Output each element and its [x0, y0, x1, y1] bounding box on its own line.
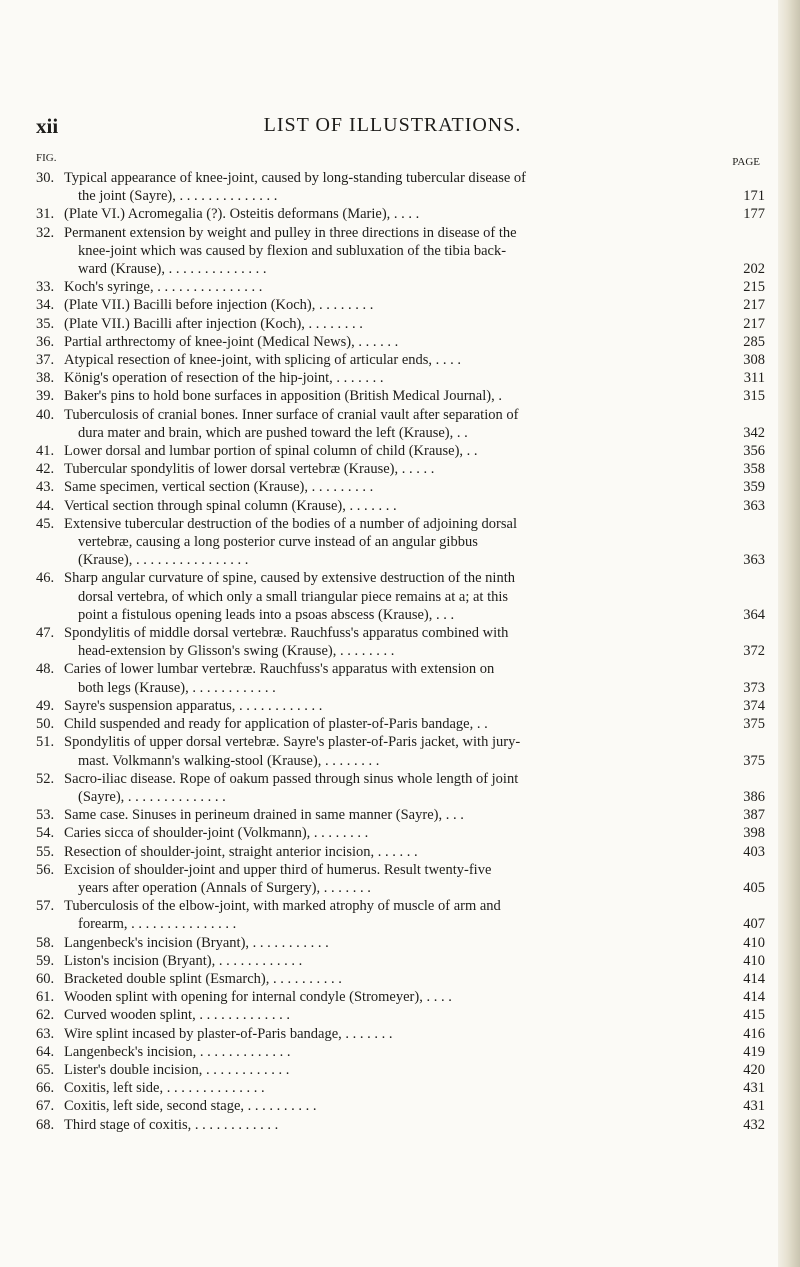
page-number: 342: [743, 424, 765, 441]
caption-line: dura mater and brain, which are pushed toward the left (Krause), . .: [78, 424, 468, 441]
list-item: [20, 569, 765, 624]
caption-line: Caries of lower lumbar vertebræ. Rauchfuss's apparatus with extension on: [64, 661, 495, 678]
caption-line: vertebræ, causing a long posterior curve instead of an angular gibbus: [78, 534, 478, 551]
list-item: [20, 733, 765, 769]
page-number: 202: [743, 261, 765, 278]
figure-number: 30.: [36, 170, 55, 186]
caption-line: dorsal vertebra, of which only a small triangular piece remains at a; at this: [78, 588, 509, 605]
caption-line: Wire splint incased by plaster-of-Paris bandage, . . . . . . .: [64, 1025, 393, 1042]
figure-number: 52.: [36, 770, 55, 787]
figure-number: 59.: [36, 952, 55, 969]
figure-caption: [20, 824, 765, 842]
page-number: 215: [743, 279, 765, 296]
caption-line: Bracketed double splint (Esmarch), . . . . . . . . . .: [64, 970, 342, 987]
figure-caption: [20, 1043, 765, 1061]
figure-number: 68.: [36, 1116, 55, 1133]
caption-line: ward (Krause), . . . . . . . . . . . . . .: [78, 261, 267, 278]
list-item: [20, 897, 765, 933]
figure-caption: [20, 205, 765, 223]
figure-number: 57.: [36, 898, 55, 915]
figure-caption: [20, 169, 765, 205]
figure-number: 45.: [36, 515, 55, 532]
page-number: 405: [743, 879, 765, 896]
page-number: 364: [743, 606, 765, 623]
figure-caption: [20, 224, 765, 279]
figure-caption: [20, 296, 765, 314]
caption-line: (Krause), . . . . . . . . . . . . . . . .: [78, 552, 249, 569]
figure-caption: [20, 460, 765, 478]
figure-caption: [20, 387, 765, 405]
page-number: 375: [743, 752, 765, 769]
page-number: 285: [743, 333, 765, 350]
caption-line: Partial arthrectomy of knee-joint (Medical News), . . . . . .: [64, 333, 399, 350]
caption-line: mast. Volkmann's walking-stool (Krause), . . . . . . . .: [78, 752, 380, 769]
list-item: [20, 970, 765, 988]
figure-number: 41.: [36, 443, 55, 460]
figure-number: 67.: [36, 1098, 55, 1115]
caption-line: Coxitis, left side, . . . . . . . . . . . . . .: [64, 1080, 265, 1097]
list-item: [20, 224, 765, 279]
figure-caption: [20, 497, 765, 515]
list-item: [20, 478, 765, 496]
list-item: [20, 278, 765, 296]
figure-number: 47.: [36, 625, 55, 642]
figure-caption: [20, 988, 765, 1006]
page-number: 359: [743, 479, 765, 496]
list-item: [20, 861, 765, 897]
figure-caption: [20, 351, 765, 369]
figure-number: 49.: [36, 697, 55, 714]
page-number: 387: [743, 807, 765, 824]
fig-column-label: FIG.: [36, 152, 57, 164]
caption-line: Spondylitis of upper dorsal vertebræ. Sayre's plaster-of-Paris jacket, with jury-: [64, 734, 521, 751]
figure-number: 55.: [36, 843, 55, 860]
page-number: 398: [743, 825, 765, 842]
caption-line: (Plate VII.) Bacilli after injection (Koch), . . . . . . . .: [64, 315, 363, 332]
figure-number: 51.: [36, 734, 55, 751]
list-item: [20, 315, 765, 333]
caption-line: Vertical section through spinal column (Krause), . . . . . . .: [64, 497, 397, 514]
page-number: 415: [743, 1007, 765, 1024]
page-number: 171: [743, 188, 765, 205]
figure-number: 54.: [36, 825, 55, 842]
caption-line: Typical appearance of knee-joint, caused by long-standing tubercular disease of: [64, 170, 526, 186]
illustrations-list: [20, 169, 765, 1134]
caption-line: Koch's syringe, . . . . . . . . . . . . . . .: [64, 279, 263, 296]
list-item: [20, 296, 765, 314]
figure-caption: [20, 515, 765, 570]
caption-line: the joint (Sayre), . . . . . . . . . . . . . .: [78, 188, 278, 205]
list-item: [20, 205, 765, 223]
list-item: [20, 988, 765, 1006]
caption-line: Tuberculosis of cranial bones. Inner surface of cranial vault after separation of: [64, 406, 519, 423]
figure-caption: [20, 333, 765, 351]
caption-line: Langenbeck's incision, . . . . . . . . . . . . .: [64, 1043, 291, 1060]
figure-caption: [20, 733, 765, 769]
list-item: [20, 1079, 765, 1097]
caption-line: Permanent extension by weight and pulley in three directions in disease of the: [64, 224, 517, 241]
page-number: 315: [743, 388, 765, 405]
list-item: [20, 1061, 765, 1079]
page-number: 407: [743, 916, 765, 933]
figure-caption: [20, 697, 765, 715]
caption-line: knee-joint which was caused by flexion and subluxation of the tibia back-: [78, 242, 507, 259]
figure-number: 48.: [36, 661, 55, 678]
list-item: [20, 806, 765, 824]
figure-number: 61.: [36, 989, 55, 1006]
figure-number: 62.: [36, 1007, 55, 1024]
list-item: [20, 351, 765, 369]
page-number: 432: [743, 1116, 765, 1133]
caption-line: point a fistulous opening leads into a psoas abscess (Krause), . . .: [78, 606, 455, 623]
caption-line: Same specimen, vertical section (Krause), . . . . . . . . .: [64, 479, 374, 496]
caption-line: Third stage of coxitis, . . . . . . . . . . . .: [64, 1116, 279, 1133]
page-number: 177: [743, 206, 765, 223]
figure-caption: [20, 442, 765, 460]
list-item: [20, 406, 765, 442]
figure-caption: [20, 843, 765, 861]
page-number: 373: [743, 679, 765, 696]
caption-line: Caries sicca of shoulder-joint (Volkmann), . . . . . . . .: [64, 825, 369, 842]
figure-number: 34.: [36, 297, 55, 314]
caption-line: Lister's double incision, . . . . . . . . . . . .: [64, 1061, 290, 1078]
figure-caption: [20, 806, 765, 824]
list-item: [20, 715, 765, 733]
figure-caption: [20, 569, 765, 624]
caption-line: König's operation of resection of the hip-joint, . . . . . . .: [64, 370, 384, 387]
caption-line: Atypical resection of knee-joint, with splicing of articular ends, . . . .: [64, 352, 462, 369]
figure-number: 37.: [36, 352, 55, 369]
figure-caption: [20, 1006, 765, 1024]
page-number: 308: [743, 352, 765, 369]
caption-line: head-extension by Glisson's swing (Krause), . . . . . . . .: [78, 643, 395, 660]
figure-caption: [20, 278, 765, 296]
running-head: LIST OF ILLUSTRATIONS.: [263, 114, 522, 136]
list-item: [20, 660, 765, 696]
caption-line: Liston's incision (Bryant), . . . . . . . . . . . .: [64, 952, 303, 969]
page-number: 363: [743, 552, 765, 569]
caption-line: Curved wooden splint, . . . . . . . . . . . . .: [64, 1007, 290, 1024]
figure-number: 36.: [36, 333, 55, 350]
figure-caption: [20, 624, 765, 660]
figure-number: 50.: [36, 716, 55, 733]
caption-line: Tuberculosis of the elbow-joint, with marked atrophy of muscle of arm and: [64, 898, 501, 915]
page-number: 374: [743, 697, 765, 714]
figure-caption: [20, 1025, 765, 1043]
caption-line: Sharp angular curvature of spine, caused by extensive destruction of the ninth: [64, 570, 515, 587]
page-number: 414: [743, 989, 765, 1006]
caption-line: Lower dorsal and lumbar portion of spinal column of child (Krause), . .: [64, 443, 478, 460]
caption-line: Tubercular spondylitis of lower dorsal vertebræ (Krause), . . . . .: [64, 461, 435, 478]
book-page: [20, 0, 765, 1267]
figure-number: 32.: [36, 224, 55, 241]
figure-number: 53.: [36, 807, 55, 824]
caption-line: Same case. Sinuses in perineum drained in same manner (Sayre), . . .: [64, 807, 464, 824]
figure-number: 60.: [36, 970, 55, 987]
list-item: [20, 843, 765, 861]
page-number: 431: [743, 1098, 765, 1115]
caption-line: Excision of shoulder-joint and upper third of humerus. Result twenty-five: [64, 861, 492, 878]
figure-number: 35.: [36, 315, 55, 332]
page-number: 419: [743, 1043, 765, 1060]
page-edge: [778, 0, 800, 1267]
caption-line: Child suspended and ready for application of plaster-of-Paris bandage, . .: [64, 716, 488, 733]
figure-number: 56.: [36, 861, 55, 878]
figure-number: 42.: [36, 461, 55, 478]
figure-number: 38.: [36, 370, 55, 387]
caption-line: Coxitis, left side, second stage, . . . . . . . . . .: [64, 1098, 317, 1115]
figure-caption: [20, 1079, 765, 1097]
caption-line: Wooden splint with opening for internal condyle (Stromeyer), . . . .: [64, 989, 452, 1006]
caption-line: (Sayre), . . . . . . . . . . . . . .: [78, 788, 226, 805]
figure-caption: [20, 934, 765, 952]
figure-caption: [20, 406, 765, 442]
caption-line: Sacro-iliac disease. Rope of oakum passed through sinus whole length of joint: [64, 770, 519, 787]
list-item: [20, 442, 765, 460]
page-number: 372: [743, 643, 765, 660]
list-item: [20, 952, 765, 970]
list-item: [20, 333, 765, 351]
page-number: 217: [743, 315, 765, 332]
list-item: [20, 1116, 765, 1134]
figure-number: 66.: [36, 1080, 55, 1097]
column-headings: [20, 152, 765, 166]
caption-line: Sayre's suspension apparatus, . . . . . . . . . . . .: [64, 697, 323, 714]
list-item: [20, 824, 765, 842]
figure-caption: [20, 970, 765, 988]
page-number: 358: [743, 461, 765, 478]
figure-caption: [20, 952, 765, 970]
list-item: [20, 460, 765, 478]
list-item: [20, 387, 765, 405]
figure-caption: [20, 369, 765, 387]
page-folio: xii: [36, 114, 59, 138]
page-number: 431: [743, 1080, 765, 1097]
page-header: [20, 114, 765, 140]
list-item: [20, 497, 765, 515]
figure-caption: [20, 1116, 765, 1134]
page-number: 414: [743, 970, 765, 987]
caption-line: Baker's pins to hold bone surfaces in apposition (British Medical Journal), .: [64, 388, 502, 405]
page-number: 363: [743, 497, 765, 514]
figure-number: 46.: [36, 570, 55, 587]
list-item: [20, 1025, 765, 1043]
caption-line: Resection of shoulder-joint, straight anterior incision, . . . . . .: [64, 843, 418, 860]
figure-caption: [20, 1097, 765, 1115]
figure-caption: [20, 315, 765, 333]
list-item: [20, 770, 765, 806]
list-item: [20, 515, 765, 570]
page-number: 386: [743, 788, 765, 805]
figure-number: 40.: [36, 406, 55, 423]
figure-caption: [20, 897, 765, 933]
caption-line: Spondylitis of middle dorsal vertebræ. Rauchfuss's apparatus combined with: [64, 625, 509, 642]
caption-line: Extensive tubercular destruction of the bodies of a number of adjoining dorsal: [64, 515, 517, 532]
figure-number: 31.: [36, 206, 55, 223]
figure-number: 33.: [36, 279, 55, 296]
page-number: 217: [743, 297, 765, 314]
caption-line: both legs (Krause), . . . . . . . . . . . .: [78, 679, 276, 696]
list-item: [20, 169, 765, 205]
page-number: 403: [743, 843, 765, 860]
page-number: 410: [743, 934, 765, 951]
caption-line: years after operation (Annals of Surgery), . . . . . . .: [78, 879, 371, 896]
page-number: 356: [743, 443, 765, 460]
page-number: 420: [743, 1061, 765, 1078]
figure-caption: [20, 660, 765, 696]
list-item: [20, 1006, 765, 1024]
page-number: 311: [743, 370, 765, 387]
figure-number: 64.: [36, 1043, 55, 1060]
figure-caption: [20, 770, 765, 806]
caption-line: (Plate VII.) Bacilli before injection (Koch), . . . . . . . .: [64, 297, 374, 314]
page-column-label: PAGE: [732, 156, 760, 168]
figure-caption: [20, 861, 765, 897]
figure-number: 65.: [36, 1061, 55, 1078]
caption-line: Langenbeck's incision (Bryant), . . . . . . . . . . .: [64, 934, 329, 951]
figure-caption: [20, 1061, 765, 1079]
figure-caption: [20, 478, 765, 496]
figure-number: 43.: [36, 479, 55, 496]
list-item: [20, 369, 765, 387]
list-item: [20, 1043, 765, 1061]
figure-number: 58.: [36, 934, 55, 951]
caption-line: (Plate VI.) Acromegalia (?). Osteitis deformans (Marie), . . . .: [64, 206, 420, 223]
page-number: 375: [743, 716, 765, 733]
list-item: [20, 697, 765, 715]
figure-caption: [20, 715, 765, 733]
list-item: [20, 934, 765, 952]
list-item: [20, 624, 765, 660]
list-item: [20, 1097, 765, 1115]
page-number: 410: [743, 952, 765, 969]
figure-number: 63.: [36, 1025, 55, 1042]
figure-number: 44.: [36, 497, 55, 514]
caption-line: forearm, . . . . . . . . . . . . . . .: [78, 916, 237, 933]
figure-number: 39.: [36, 388, 55, 405]
page-number: 416: [743, 1025, 765, 1042]
